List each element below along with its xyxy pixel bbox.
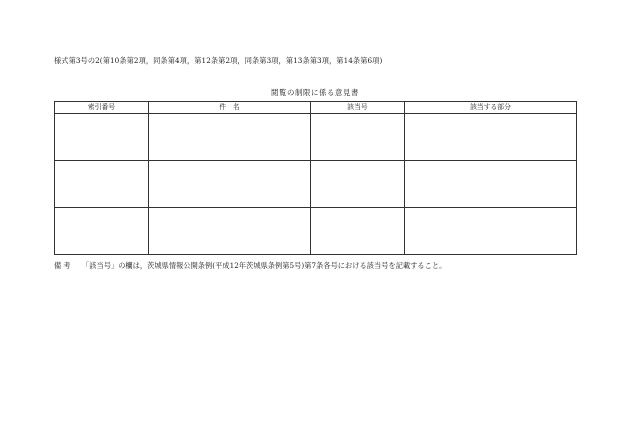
remark-label: 備考 xyxy=(54,261,73,270)
remark-note xyxy=(54,261,446,271)
header-subject: 件 名 xyxy=(149,102,311,114)
table-row xyxy=(55,208,577,255)
table-row xyxy=(55,161,577,208)
cell-index-number[interactable] xyxy=(55,208,149,255)
cell-index-number[interactable] xyxy=(55,161,149,208)
document-title: 閲覧の制限に係る意見書 xyxy=(271,88,359,97)
table-row xyxy=(55,114,577,161)
header-applicable-item: 該当号 xyxy=(311,102,405,114)
header-index-number: 索引番号 xyxy=(55,102,149,114)
cell-applicable-part[interactable] xyxy=(405,208,577,255)
cell-applicable-item[interactable] xyxy=(311,114,405,161)
cell-index-number[interactable] xyxy=(55,114,149,161)
cell-applicable-item[interactable] xyxy=(311,208,405,255)
header-applicable-part: 該当する部分 xyxy=(405,102,577,114)
opinion-table xyxy=(54,101,577,255)
cell-subject[interactable] xyxy=(149,208,311,255)
cell-applicable-item[interactable] xyxy=(311,161,405,208)
table-header-row xyxy=(55,102,577,114)
cell-applicable-part[interactable] xyxy=(405,114,577,161)
remark-text: 「該当号」の欄は，茨城県情報公開条例(平成12年茨城県条例第5号)第7条各号における該当号を記載すること。 xyxy=(82,261,447,270)
cell-applicable-part[interactable] xyxy=(405,161,577,208)
cell-subject[interactable] xyxy=(149,161,311,208)
form-number: 様式第3号の2(第10条第2項，同条第4項，第12条第2項，同条第3項，第13条第3項，第14条第6項) xyxy=(54,56,383,65)
cell-subject[interactable] xyxy=(149,114,311,161)
